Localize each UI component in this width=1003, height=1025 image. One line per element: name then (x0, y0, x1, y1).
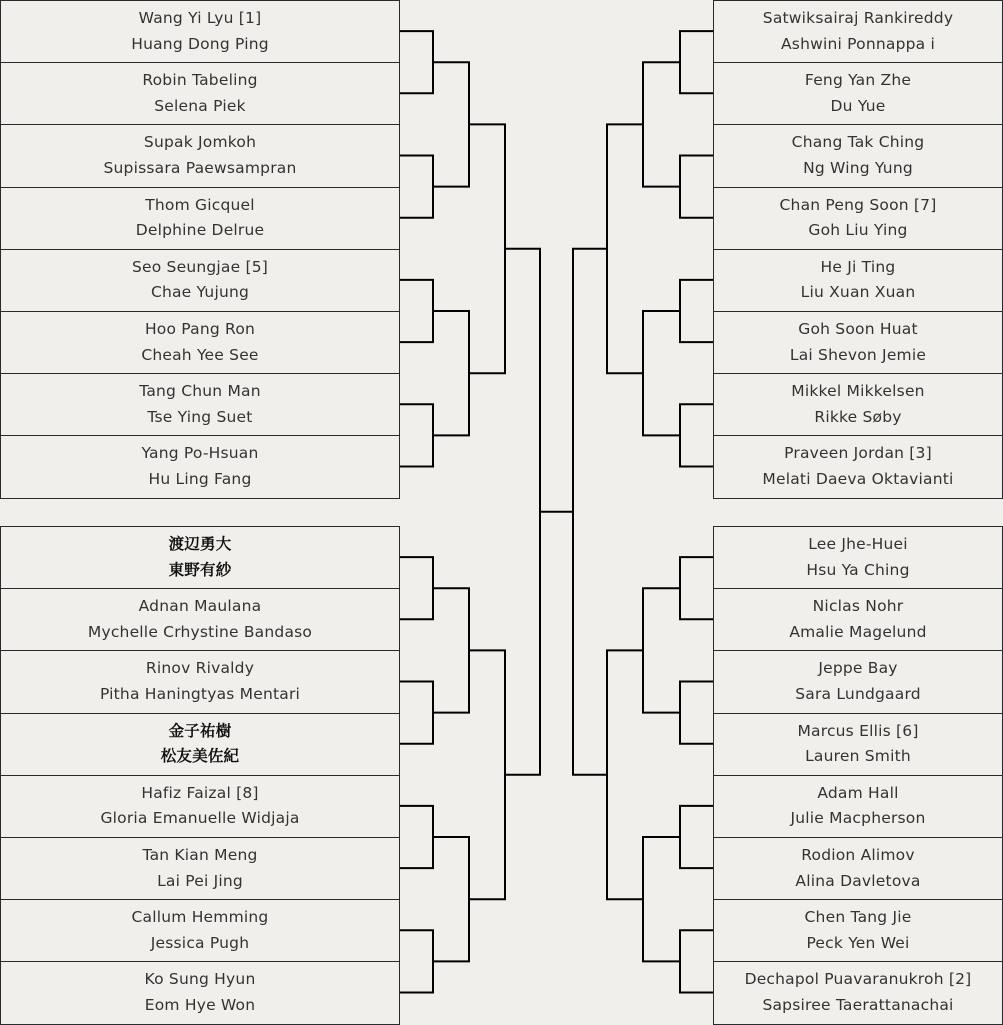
match-entry (0, 588, 400, 651)
player-name: Adam Hall (817, 783, 899, 802)
match-entry (713, 526, 1003, 589)
player-name: 松友美佐紀 (160, 747, 240, 766)
bracket-connector (469, 124, 505, 373)
bracket-connector (643, 311, 680, 435)
player-name: Yang Po-Hsuan (141, 444, 259, 463)
player-name: Gloria Emanuelle Widjaja (100, 809, 300, 828)
bracket-connector (505, 249, 540, 775)
player-name: Pitha Haningtyas Mentari (99, 685, 301, 704)
bracket-connector (433, 837, 469, 961)
match-entry (713, 0, 1003, 63)
match-entry (713, 837, 1003, 900)
match-entry (713, 775, 1003, 838)
player-name: Cheah Yee See (141, 345, 259, 364)
player-name: Hafiz Faizal [8] (141, 783, 259, 802)
match-entry (0, 249, 400, 312)
match-entry (713, 588, 1003, 651)
player-name: Satwiksairaj Rankireddy (762, 9, 954, 28)
bracket-connector (680, 31, 713, 93)
match-entry (713, 62, 1003, 125)
player-name: Selena Piek (154, 96, 246, 115)
match-entry (713, 311, 1003, 374)
match-entry (713, 435, 1003, 498)
match-entry (713, 713, 1003, 776)
bracket-connector (607, 650, 643, 899)
player-name: Melati Daeva Oktavianti (762, 470, 954, 489)
bracket-connector (400, 682, 433, 744)
bracket-connector (400, 31, 433, 93)
player-name: Alina Davletova (795, 871, 921, 890)
bracket-connector (433, 62, 469, 186)
bracket-connector (643, 837, 680, 961)
bracket-connector (680, 557, 713, 619)
match-entry (0, 124, 400, 187)
player-name: He Ji Ting (820, 257, 896, 276)
match-entry (0, 62, 400, 125)
player-name: Tan Kian Meng (142, 846, 258, 865)
bracket-connector (573, 249, 607, 775)
player-name: Supak Jomkoh (143, 133, 257, 152)
player-name: Eom Hye Won (144, 996, 256, 1015)
bracket-connector (643, 588, 680, 712)
player-name: Marcus Ellis [6] (797, 721, 919, 740)
bracket-connector (607, 124, 643, 373)
player-name: Ko Sung Hyun (144, 970, 256, 989)
player-name: Hu Ling Fang (148, 470, 252, 489)
match-entry (0, 435, 400, 498)
bracket-connector (469, 650, 505, 899)
bracket-connector (680, 806, 713, 868)
player-name: 東野有紗 (168, 560, 232, 579)
bracket-connector (400, 404, 433, 466)
match-entry (713, 650, 1003, 713)
player-name: Wang Yi Lyu [1] (138, 9, 262, 28)
player-name: Jessica Pugh (150, 933, 250, 952)
player-name: 渡辺勇大 (168, 535, 232, 554)
player-name: Sapsiree Taerattanachai (762, 996, 954, 1015)
player-name: Chang Tak Ching (791, 133, 925, 152)
player-name: Feng Yan Zhe (804, 71, 912, 90)
bracket-connector (400, 806, 433, 868)
bracket-connector (400, 156, 433, 218)
match-entry (0, 961, 400, 1024)
player-name: Niclas Nohr (812, 597, 904, 616)
bracket-connector (680, 930, 713, 992)
player-name: Ng Wing Yung (803, 159, 913, 178)
bracket-connector (680, 156, 713, 218)
match-entry (713, 124, 1003, 187)
match-entry (0, 899, 400, 962)
bracket-connector (643, 62, 680, 186)
bracket-connector (400, 557, 433, 619)
player-name: Goh Soon Huat (798, 320, 918, 339)
player-name: Julie Macpherson (790, 809, 926, 828)
bracket-connector (433, 588, 469, 712)
player-name: Peck Yen Wei (806, 933, 910, 952)
match-entry (0, 526, 400, 589)
player-name: Lauren Smith (805, 747, 911, 766)
player-name: Hsu Ya Ching (806, 560, 910, 579)
match-entry (0, 0, 400, 63)
match-entry (0, 650, 400, 713)
player-name: Lai Pei Jing (157, 871, 243, 890)
match-entry (713, 249, 1003, 312)
match-entry (713, 187, 1003, 250)
match-entry (713, 961, 1003, 1024)
player-name: Adnan Maulana (138, 597, 262, 616)
bracket-connector (680, 682, 713, 744)
player-name: Robin Tabeling (142, 71, 258, 90)
match-entry (0, 775, 400, 838)
player-name: Rodion Alimov (801, 846, 915, 865)
player-name: Mychelle Crhystine Bandaso (87, 622, 313, 641)
bracket-connector (680, 280, 713, 342)
player-name: Goh Liu Ying (808, 221, 908, 240)
player-name: Du Yue (830, 96, 886, 115)
player-name: Mikkel Mikkelsen (791, 382, 925, 401)
player-name: Tang Chun Man (139, 382, 261, 401)
player-name: Huang Dong Ping (131, 34, 269, 53)
match-entry (713, 899, 1003, 962)
player-name: Sara Lundgaard (795, 685, 921, 704)
player-name: Jeppe Bay (818, 659, 898, 678)
player-name: Chae Yujung (150, 283, 250, 302)
match-entry (0, 713, 400, 776)
player-name: Ashwini Ponnappa i (781, 34, 935, 53)
player-name: Praveen Jordan [3] (784, 444, 932, 463)
player-name: Callum Hemming (131, 908, 269, 927)
player-name: Chan Peng Soon [7] (779, 195, 937, 214)
match-entry (0, 187, 400, 250)
player-name: Amalie Magelund (789, 622, 927, 641)
bracket-connector (400, 280, 433, 342)
match-entry (0, 311, 400, 374)
player-name: Liu Xuan Xuan (800, 283, 916, 302)
player-name: 金子祐樹 (168, 721, 232, 740)
player-name: Lai Shevon Jemie (789, 345, 927, 364)
player-name: Rinov Rivaldy (145, 659, 255, 678)
player-name: Delphine Delrue (135, 221, 265, 240)
bracket-connector (400, 930, 433, 992)
bracket-connector (680, 404, 713, 466)
match-entry (0, 373, 400, 436)
player-name: Tse Ying Suet (147, 407, 253, 426)
player-name: Seo Seungjae [5] (131, 257, 269, 276)
player-name: Rikke Søby (814, 407, 902, 426)
player-name: Chen Tang Jie (804, 908, 912, 927)
player-name: Lee Jhe-Huei (808, 535, 908, 554)
player-name: Supissara Paewsampran (103, 159, 297, 178)
player-name: Hoo Pang Ron (144, 320, 256, 339)
bracket-connector (433, 311, 469, 435)
match-entry (713, 373, 1003, 436)
match-entry (0, 837, 400, 900)
player-name: Thom Gicquel (145, 195, 255, 214)
player-name: Dechapol Puavaranukroh [2] (744, 970, 972, 989)
